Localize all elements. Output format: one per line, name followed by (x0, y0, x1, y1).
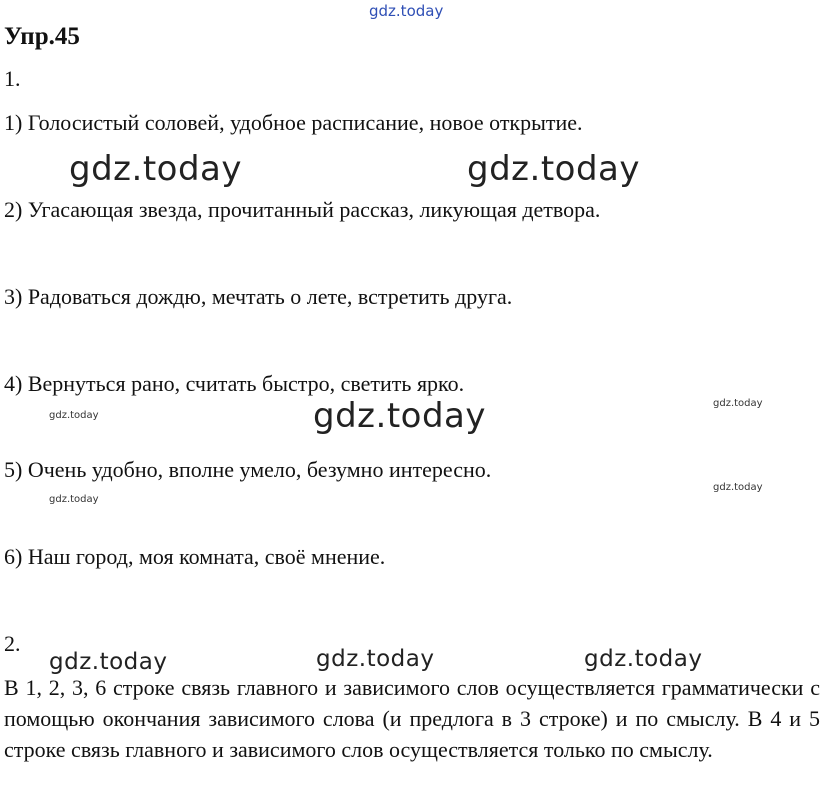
watermark: gdz.today (713, 482, 763, 493)
watermark: gdz.today (49, 410, 99, 421)
watermark-top: gdz.today (369, 2, 444, 20)
section-2-paragraph: В 1, 2, 3, 6 строке связь главного и зависимого слов осуществляется грамматически с помощью окончания зависимого слова (и предлога в 3 строке) и по смыслу. В 4 и 5 строке связь главного и зависимого слов осуществляется только по смыслу. (4, 675, 820, 762)
watermark: gdz.today (49, 649, 168, 675)
answer-line-6: 6) Наш город, моя комната, своё мнение. (4, 544, 386, 569)
answer-line-2: 2) Угасающая звезда, прочитанный рассказ, ликующая детвора. (4, 197, 601, 222)
answer-line-4: 4) Вернуться рано, считать быстро, светить ярко. (4, 371, 465, 396)
watermark: gdz.today (313, 396, 486, 436)
answer-line-1: 1) Голосистый соловей, удобное расписание, новое открытие. (4, 110, 583, 135)
answer-line-5: 5) Очень удобно, вполне умело, безумно интересно. (4, 457, 492, 482)
watermark: gdz.today (316, 646, 435, 672)
watermark: gdz.today (713, 398, 763, 409)
watermark: gdz.today (467, 149, 640, 189)
answer-line-3: 3) Радоваться дождю, мечтать о лете, встретить друга. (4, 284, 513, 309)
section-2-number: 2. (4, 631, 21, 656)
section-1-number: 1. (4, 66, 21, 91)
watermark: gdz.today (49, 494, 99, 505)
watermark: gdz.today (69, 149, 242, 189)
watermark: gdz.today (584, 646, 703, 672)
exercise-title: Упр.45 (4, 23, 80, 50)
